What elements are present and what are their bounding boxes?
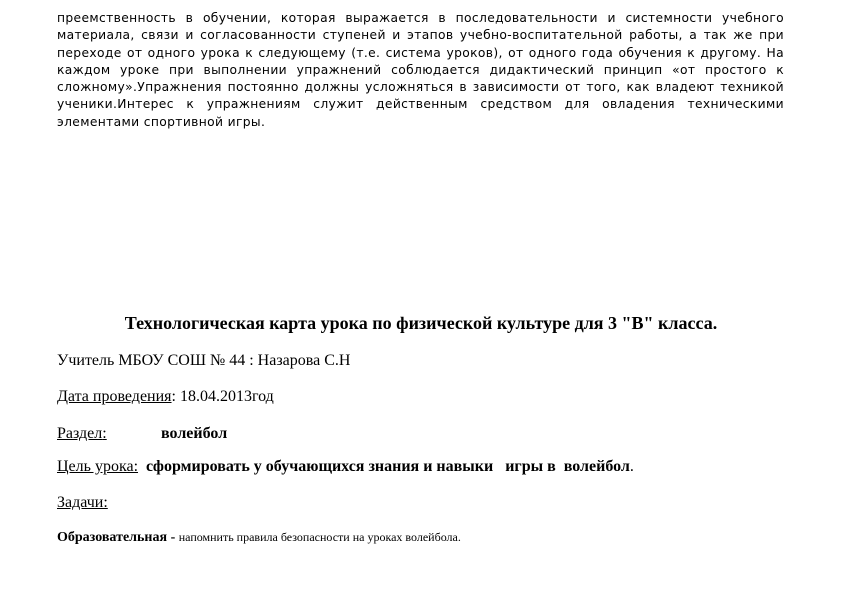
date-line [57, 388, 274, 406]
page-title: Технологическая карта урока по физической культуре для 3 "В" класса. [124, 313, 718, 333]
educational-dash: - [167, 530, 179, 545]
date-label: Дата проведения [57, 388, 172, 405]
goal-line [57, 458, 634, 476]
educational-value: напомнить правила безопасности на уроках волейбола. [178, 530, 461, 544]
teacher-line: Учитель МБОУ СОШ № 44 : Назарова С.Н [57, 352, 351, 369]
goal-period: . [629, 458, 634, 475]
section-line [57, 425, 228, 443]
section-value: волейбол [161, 425, 228, 442]
tasks-label: Задачи: [57, 494, 108, 511]
intro-paragraph: преемственность в обучении, которая выражается в последовательности и системности учебного материала, связи и согласованности ступеней и этапов учебно-воспитательной работы, а так же при переходе от одного урока к следующему (т.е. система уроков), от одного года обучения к другому. На каждом уроке при выполнении упражнений соблюдается дидактический принцип «от простого к сложному».Упражнения постоянно должны усложняться в зависимости от того, как владеют техникой ученики.Интерес к упражнениям служит действенным средством для овладения техническими элементами спортивной игры. [57, 11, 784, 129]
educational-label: Образовательная [57, 530, 168, 545]
goal-value: сформировать у обучающихся знания и навыки игры в волейбол [146, 458, 630, 475]
section-colon: : [102, 425, 107, 442]
date-value: : 18.04.2013год [171, 388, 274, 405]
tasks-line [57, 494, 108, 512]
educational-line [57, 530, 461, 546]
section-label: Раздел [57, 425, 103, 442]
goal-label: Цель урока: [57, 458, 139, 475]
